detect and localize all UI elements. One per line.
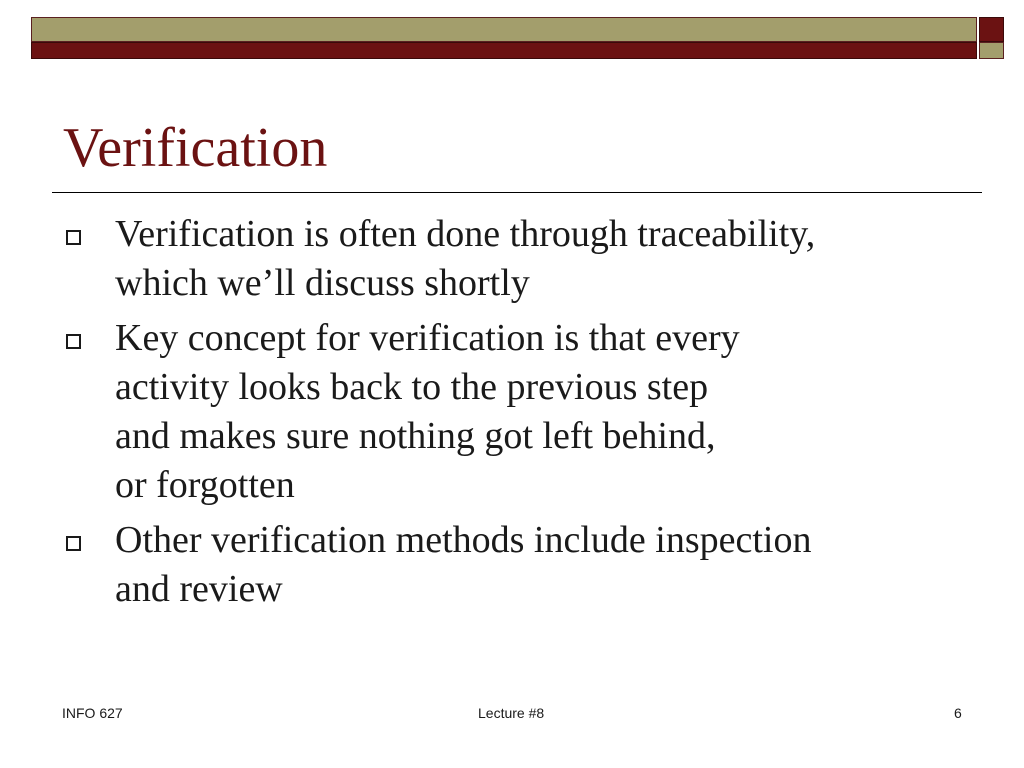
bullet-text-line: Other verification methods include inspection <box>115 519 812 561</box>
footer-slide-number: 6 <box>954 705 962 721</box>
square-bullet-icon <box>66 536 81 551</box>
bullet-list <box>0 210 1024 620</box>
bullet-text-line: Key concept for verification is that every <box>115 317 740 359</box>
bullet-item <box>0 314 975 510</box>
bullet-item <box>0 210 975 308</box>
bullet-text-line: and review <box>115 568 283 610</box>
square-bullet-icon <box>66 230 81 245</box>
bullet-text-line: which we’ll discuss shortly <box>115 262 530 304</box>
header-maroon-square <box>979 17 1004 42</box>
title-divider <box>52 192 982 193</box>
footer-course-code: INFO 627 <box>62 705 123 721</box>
header-olive-bar <box>31 17 977 42</box>
footer-lecture-number: Lecture #8 <box>478 705 545 721</box>
bullet-text-line: and makes sure nothing got left behind, <box>115 415 716 457</box>
bullet-text-line: Verification is often done through traceability, <box>115 213 816 255</box>
slide-title: Verification <box>63 117 328 179</box>
bullet-text-line: or forgotten <box>115 464 295 506</box>
bullet-item <box>0 516 975 614</box>
header-olive-square <box>979 42 1004 59</box>
square-bullet-icon <box>66 334 81 349</box>
bullet-text-line: activity looks back to the previous step <box>115 366 709 408</box>
header-maroon-bar <box>31 42 977 59</box>
